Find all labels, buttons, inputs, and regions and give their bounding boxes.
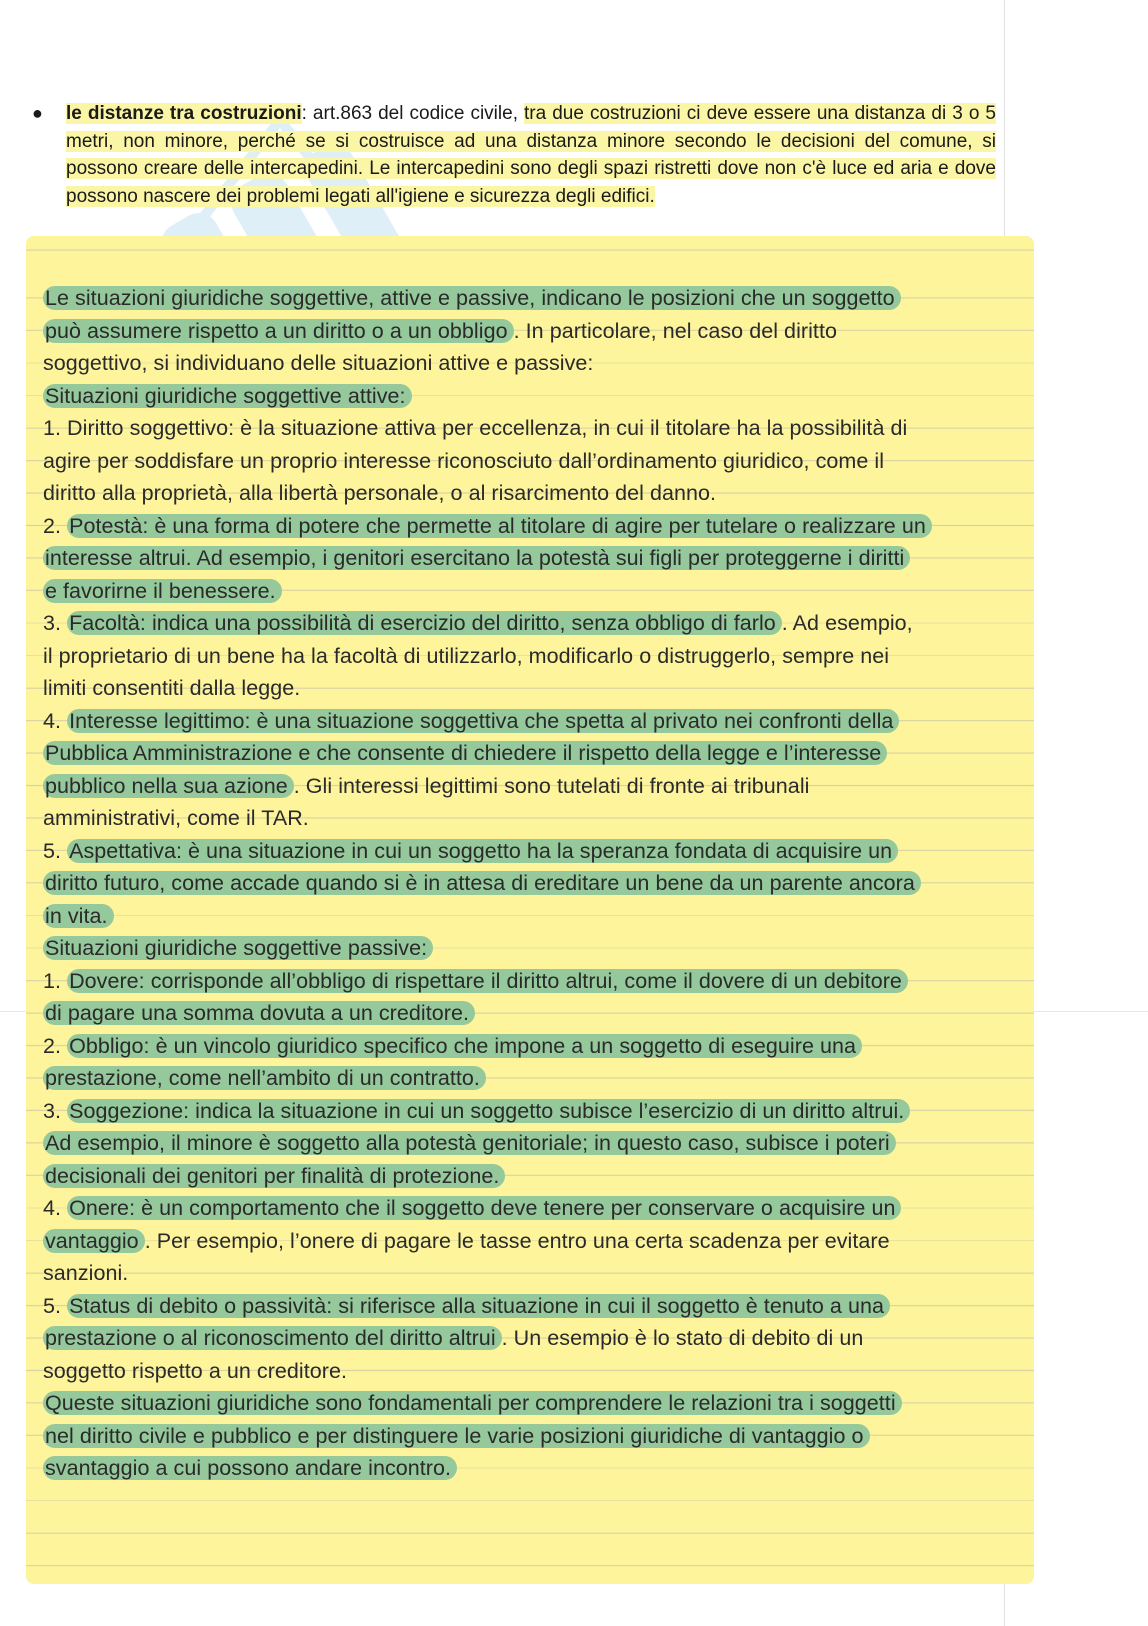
note-line: [43, 672, 1033, 705]
note-highlight: Onere: è un comportamento che il soggetto deve tenere per conservare o acquisire un: [67, 1196, 901, 1220]
note-text-segment: 3.: [43, 1098, 68, 1123]
note-highlight: Queste situazioni giuridiche sono fondamentali per comprendere le relazioni tra i soggetti: [43, 1391, 902, 1415]
note-highlight: di pagare una somma dovuta a un creditore.: [43, 1001, 475, 1025]
note-text-segment: 5.: [43, 1293, 68, 1318]
note-line: [43, 1322, 1033, 1355]
note-highlight: prestazione o al riconoscimento del diritto altrui: [43, 1326, 502, 1350]
note-text-segment: 1. Diritto soggettivo: è la situazione attiva per eccellenza, in cui il titolare ha la possibilità di: [43, 416, 908, 440]
note-highlight: può assumere rispetto a un diritto o a un obbligo: [43, 319, 514, 343]
note-line: [43, 1127, 1033, 1160]
yellow-note-card: [26, 236, 1034, 1584]
note-line: [43, 575, 1033, 608]
note-line: [43, 347, 1033, 380]
note-line: [43, 1290, 1033, 1323]
note-line: [43, 607, 1033, 640]
note-line: [43, 900, 1033, 933]
bullet-highlight: tra due costruzioni ci deve essere una distanza di 3 o 5 metri, non minore, perché se si costruisce ad una distanza minore secondo le decisioni del comune, si possono creare delle intercapedini. Le intercapedini sono degli spazi ristretti dove non c'è luce ed aria e dove possono nascere dei problemi legati all'igiene e sicurezza degli edifici.: [66, 103, 997, 207]
note-line: [43, 997, 1033, 1030]
bullet-text: [66, 100, 996, 210]
note-text-segment: sanzioni.: [43, 1261, 129, 1285]
note-highlight: Soggezione: indica la situazione in cui un soggetto subisce l’esercizio di un diritto altrui.: [67, 1099, 910, 1123]
note-line: [43, 1387, 1033, 1420]
bullet-term: le distanze tra costruzioni: [66, 103, 302, 124]
note-highlight: decisionali dei genitori per finalità di protezione.: [43, 1164, 505, 1188]
note-highlight: Obbligo: è un vincolo giuridico specifico che impone a un soggetto di eseguire una: [67, 1034, 862, 1058]
note-line: [43, 542, 1033, 575]
note-text-segment: diritto alla proprietà, alla libertà personale, o al risarcimento del danno.: [43, 481, 717, 505]
note-text-segment: amministrativi, come il TAR.: [43, 806, 309, 830]
note-line: [43, 802, 1033, 835]
note-text-segment: . Per esempio, l’onere di pagare le tasse entro una certa scadenza per evitare: [144, 1228, 890, 1253]
note-highlight: Le situazioni giuridiche soggettive, attive e passive, indicano le posizioni che un soggetto: [43, 286, 901, 310]
note-text-segment: 5.: [43, 838, 68, 863]
note-highlight: Dovere: corrisponde all’obbligo di rispettare il diritto altrui, come il dovere di un debitore: [67, 969, 908, 993]
note-line: [43, 1257, 1033, 1290]
note-line: [43, 640, 1033, 673]
note-highlight: interesse altrui. Ad esempio, i genitori esercitano la potestà sui figli per proteggerne i diritti: [43, 546, 910, 570]
note-line: [43, 770, 1033, 803]
note-highlight: prestazione, come nell’ambito di un contratto.: [43, 1066, 486, 1090]
note-highlight: e favorirne il benessere.: [43, 579, 282, 603]
note-text-segment: limiti consentiti dalla legge.: [43, 676, 301, 700]
note-highlight: Status di debito o passività: si riferisce alla situazione in cui il soggetto è tenuto a una: [67, 1294, 890, 1318]
note-highlight: Interesse legittimo: è una situazione soggettiva che spetta al privato nei confronti della: [67, 709, 899, 733]
note-line: [43, 510, 1033, 543]
note-highlight: Situazioni giuridiche soggettive attive:: [43, 384, 412, 408]
bullet-dot-icon: ●: [32, 103, 43, 123]
note-highlight: Facoltà: indica una possibilità di esercizio del diritto, senza obbligo di farlo: [67, 611, 782, 635]
note-text-segment: . Gli interessi legittimi sono tutelati di fronte ai tribunali: [293, 773, 810, 798]
note-line: [43, 932, 1033, 965]
note-highlight: Ad esempio, il minore è soggetto alla potestà genitoriale; in questo caso, subisce i poteri: [43, 1131, 896, 1155]
distance-bullet-item: [30, 100, 996, 210]
note-line: [43, 835, 1033, 868]
note-text-segment: 4.: [43, 1196, 68, 1220]
note-line: [43, 1192, 1033, 1225]
note-highlight: in vita.: [43, 904, 114, 928]
note-highlight: Potestà: è una forma di potere che permette al titolare di agire per tutelare o realizzare un: [67, 514, 932, 538]
note-text-segment: 3.: [43, 611, 68, 635]
note-line: [43, 1160, 1033, 1193]
note-text-segment: il proprietario di un bene ha la facoltà di utilizzarlo, modificarlo o distruggerlo, sempre nei: [43, 643, 890, 668]
note-line: [43, 1095, 1033, 1128]
note-line: [43, 1225, 1033, 1258]
note-text-body: [43, 282, 1033, 1485]
note-highlight: vantaggio: [43, 1229, 145, 1253]
note-line: [43, 380, 1033, 413]
note-line: [43, 965, 1033, 998]
note-highlight: pubblico nella sua azione: [43, 774, 294, 798]
bullet-plain: : art.863 del codice civile,: [301, 103, 525, 124]
note-highlight: diritto futuro, come accade quando si è in attesa di ereditare un bene da un parente ancora: [43, 871, 921, 895]
note-line: [43, 867, 1033, 900]
note-text-segment: 4.: [43, 708, 68, 733]
note-line: [43, 1355, 1033, 1388]
note-text-segment: 2.: [43, 513, 68, 538]
note-line: [43, 737, 1033, 770]
note-line: [43, 705, 1033, 738]
note-highlight: Aspettativa: è una situazione in cui un soggetto ha la speranza fondata di acquisire un: [67, 839, 898, 863]
note-text-segment: . In particolare, nel caso del diritto: [513, 318, 837, 343]
note-text-segment: soggettivo, si individuano delle situazioni attive e passive:: [43, 351, 594, 375]
note-line: [43, 1452, 1033, 1485]
note-text-segment: soggetto rispetto a un creditore.: [43, 1358, 348, 1383]
note-highlight: svantaggio a cui possono andare incontro.: [43, 1456, 457, 1480]
note-line: [43, 315, 1033, 348]
note-text-segment: . Ad esempio,: [781, 611, 913, 635]
note-line: [43, 412, 1033, 445]
note-text-segment: . Un esempio è lo stato di debito di un: [501, 1326, 864, 1350]
note-text-segment: 1.: [43, 968, 68, 993]
note-line: [43, 1062, 1033, 1095]
note-line: [43, 1420, 1033, 1453]
note-line: [43, 1030, 1033, 1063]
note-highlight: Situazioni giuridiche soggettive passive:: [43, 936, 433, 960]
note-line: [43, 282, 1033, 315]
note-highlight: nel diritto civile e pubblico e per distinguere le varie posizioni giuridiche di vantaggio o: [43, 1424, 870, 1448]
note-text-segment: agire per soddisfare un proprio interesse riconosciuto dall’ordinamento giuridico, come il: [43, 448, 885, 473]
note-text-segment: 2.: [43, 1033, 68, 1058]
note-highlight: Pubblica Amministrazione e che consente di chiedere il rispetto della legge e l’interesse: [43, 741, 887, 765]
note-line: [43, 477, 1033, 510]
note-line: [43, 445, 1033, 478]
